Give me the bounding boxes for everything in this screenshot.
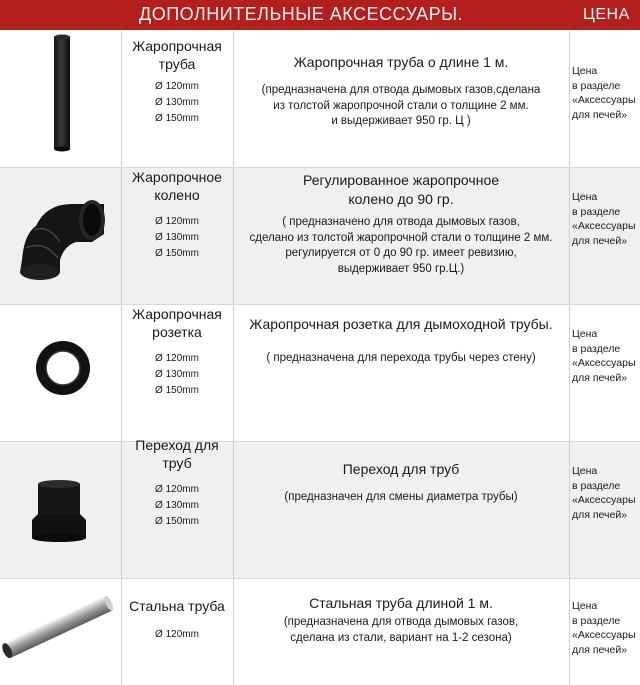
product-name-line: колено (154, 187, 200, 203)
description-title: Переход для труб (342, 461, 460, 477)
product-name-line: Жаропрочная (132, 306, 222, 322)
size-option: Ø 120mm (155, 216, 199, 227)
product-image (0, 305, 121, 441)
description-title: Жаропрочная труба о длине 1 м. (293, 54, 509, 70)
size-option: Ø 150mm (155, 248, 199, 259)
price-note (572, 599, 640, 657)
product-description (234, 168, 568, 277)
price-line: в разделе (572, 342, 621, 355)
product-description (234, 305, 568, 367)
product-row-reducer (0, 437, 640, 579)
price-note (572, 327, 640, 385)
product-description (234, 31, 568, 130)
product-name-line: труба (158, 56, 196, 72)
description-title: колено до 90 гр. (348, 191, 454, 207)
price-note (572, 64, 640, 122)
size-option: Ø 130mm (155, 500, 199, 511)
price-note (572, 464, 640, 522)
price-line: Цена (572, 600, 598, 612)
product-name-line: Переход для (135, 437, 219, 453)
description-line: сделана из стали, вариант на 1-2 сезона) (290, 631, 512, 644)
product-image (0, 31, 121, 167)
description-title: Стальная труба длиной 1 м. (309, 595, 493, 611)
size-option: Ø 120mm (155, 484, 199, 495)
price-line: «Аксессуары (572, 357, 636, 369)
product-description (234, 579, 568, 646)
price-line: для печей» (572, 508, 628, 521)
description-line: регулируется от 0 до 90 гр. имеет ревизию, (285, 247, 517, 259)
price-line: «Аксессуары (572, 494, 636, 506)
black-elbow-icon (0, 168, 121, 304)
product-name-cell (122, 437, 232, 530)
product-row-steel-pipe (0, 579, 640, 685)
size-option: Ø 150mm (155, 385, 199, 396)
product-name-cell (122, 305, 232, 399)
description-line: (предназначена для отвода дымовых газов, (283, 616, 519, 628)
description-line: ( предназначена для перехода трубы через стену) (266, 352, 536, 364)
price-line: в разделе (572, 79, 621, 92)
product-description (234, 442, 568, 506)
size-option: Ø 130mm (155, 97, 199, 108)
size-option: Ø 120mm (155, 353, 199, 364)
size-option: Ø 130mm (155, 232, 199, 243)
product-name-line: Жаропрочная (132, 38, 222, 54)
description-line: (предназначен для смены диаметра трубы) (284, 491, 518, 503)
product-name-line: Стальна труба (129, 598, 225, 614)
size-option: Ø 120mm (155, 629, 199, 640)
price-line: для печей» (572, 643, 628, 656)
product-name-cell (122, 168, 232, 262)
price-line: «Аксессуары (572, 220, 636, 232)
description-line: выдерживает 950 гр.Ц.) (337, 262, 465, 275)
black-pipe-icon (0, 31, 121, 167)
description-line: ( предназначено для отвода дымовых газов, (282, 216, 520, 228)
black-rosette-icon (0, 305, 121, 441)
product-row-pipe (0, 31, 640, 168)
product-row-rosette (0, 305, 640, 442)
product-name-line: труб (162, 455, 192, 471)
description-line: из толстой жаропрочной стали о толщине 2 мм. (273, 99, 529, 112)
product-name-cell (122, 31, 232, 127)
description-line: и выдерживает 950 гр. Ц ) (331, 115, 471, 127)
product-image (0, 442, 121, 578)
size-option: Ø 130mm (155, 369, 199, 380)
price-line: Цена (572, 191, 598, 203)
page-title: ДОПОЛНИТЕЛЬНЫЕ АКСЕССУАРЫ. (139, 4, 464, 24)
price-line: для печей» (572, 234, 628, 247)
black-reducer-icon (0, 442, 121, 578)
product-image (0, 168, 121, 304)
price-line: Цена (572, 465, 598, 477)
product-image (0, 579, 121, 685)
page-header (0, 0, 640, 30)
price-line: для печей» (572, 371, 628, 384)
price-line: «Аксессуары (572, 94, 636, 106)
price-line: в разделе (572, 205, 621, 218)
product-row-elbow (0, 168, 640, 305)
description-line: сделано из толстой жаропрочной стали о толщине 2 мм. (249, 231, 553, 244)
steel-pipe-icon (0, 579, 121, 685)
price-line: в разделе (572, 479, 621, 492)
price-line: в разделе (572, 614, 621, 627)
price-line: для печей» (572, 108, 628, 121)
price-line: «Аксессуары (572, 629, 636, 641)
size-option: Ø 150mm (155, 516, 199, 527)
size-option: Ø 120mm (155, 81, 199, 92)
price-line: Цена (572, 328, 598, 340)
price-column-header: ЦЕНА (583, 6, 630, 23)
price-note (572, 190, 640, 248)
description-title: Жаропрочная розетка для дымоходной трубы. (249, 316, 553, 332)
product-name-cell (122, 579, 232, 643)
price-line: Цена (572, 65, 598, 77)
description-title: Регулированное жаропрочное (302, 172, 500, 188)
description-line: (предназначена для отвода дымовых газов,сделана (261, 84, 541, 96)
product-name-line: Жаропрочное (132, 169, 222, 185)
size-option: Ø 150mm (155, 113, 199, 124)
product-name-line: розетка (152, 324, 202, 340)
